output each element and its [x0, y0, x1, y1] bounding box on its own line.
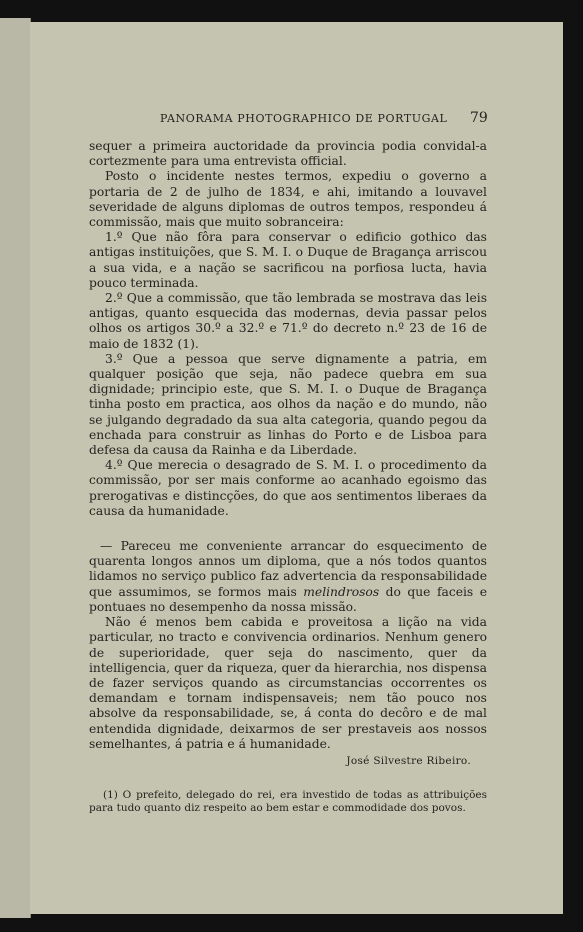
paragraph-item-3: 3.º Que a pessoa que serve dignamente a patria, em qualquer posição que seja, não padece quebra em sua dignidade; principio este, que S. M. I. o Duque de Bragança tinha posto em practica, aos olhos da nação e do mundo, não se julgando degradado da sua alta categoria, quando pegou da enchada para construir as linhas do Porto e de Lisboa para defesa da causa da Rainha e da Liberdade. — [89, 351, 487, 458]
paragraph-item-2: 2.º Que a commissão, que tão lembrada se mostrava das leis antigas, quanto esquecida das modernas, devia passar pelos olhos os artigos 30.º a 32.º e 71.º do decreto n.º 23 de 16 de maio de 1832 (1). — [89, 291, 487, 351]
paragraph-item-4: 4.º Que merecia o desagrado de S. M. I. o procedimento da commissão, por ser mais conforme ao acanhado egoismo das prerogativas e distincções, do que aos sentimentos liberaes da causa da humanidade. — [89, 458, 487, 518]
body-text — [89, 139, 487, 826]
paragraph-item-1: 1.º Que não fôra para conservar o edificio gothico das antigas instituições, que S. M. I. o Duque de Bragança arriscou a sua vida, e a nação se sacrificou na porfiosa lucta, havia pouco terminada. — [89, 230, 487, 290]
final-paragraph: Não é menos bem cabida e proveitosa a lição na vida particular, no tracto e convivencia ordinarios. Nenhum genero de superioridade, quer seja do nascimento, quer da intelligencia, quer da riqueza, quer da hierarchia, nos dispensa de fazer serviços quando as circumstancias occorrentes os demandam e tornam indispensaveis; nem tão pouco nos absolve da responsabilidade, se, á conta do decôro e de mal entendida dignidade, deixarmos de ser prestaveis aos nossos semelhantes, á patria e á humanidade. — [89, 615, 487, 751]
running-head: PANORAMA PHOTOGRAPHICO DE PORTUGAL — [160, 112, 448, 125]
closing-text-end: do que faceis e pontuaes no desempenho da nossa missão. — [89, 584, 487, 614]
closing-paragraph — [89, 539, 487, 615]
page-number: 79 — [470, 110, 488, 126]
closing-text-start: — Pareceu me conveniente arrancar do esquecimento de quarenta longos annos um diploma, que a nós todos quantos lidamos no serviço publico faz advertencia da responsabilidade que assumimos, se formos mais — [89, 539, 487, 599]
page-header — [30, 112, 563, 130]
author-signature: José Silvestre Ribeiro. — [346, 754, 471, 767]
paragraph-2: Posto o incidente nestes termos, expediu o governo a portaria de 2 de julho de 1834, e ahi, imitando a louvavel severidade de alguns diplomas de outros tempos, respondeu á commissão, mais que muito sobranceira: — [89, 169, 487, 230]
paragraph-1: sequer a primeira auctoridade da provincia podia convidal-a cortezmente para uma entrevista official. — [89, 139, 487, 169]
facing-page-edge — [0, 18, 31, 918]
footnote: (1) O prefeito, delegado do rei, era investido de todas as attribuições para tudo quanto diz respeito ao bem estar e commodidade dos povos. — [89, 789, 487, 815]
closing-italic-word: melindrosos — [303, 584, 380, 599]
book-page — [30, 22, 563, 914]
